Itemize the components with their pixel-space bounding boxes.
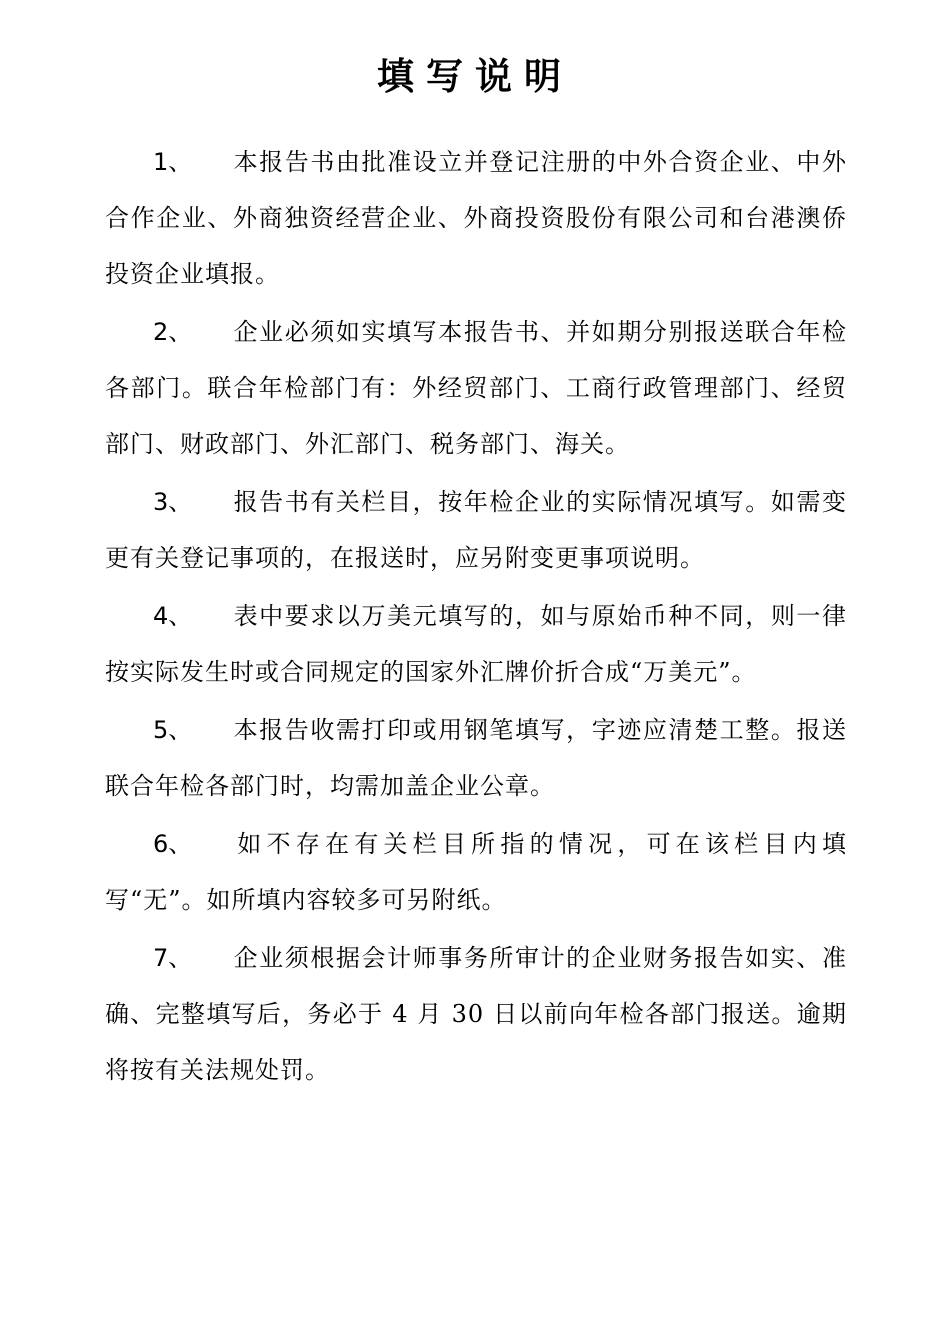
item-number: 1、: [153, 148, 193, 176]
item-number: 6、: [153, 830, 193, 858]
item-text: 企业必须如实填写本报告书、并如期分别报送联合年检各部门。联合年检部门有：外经贸部门、工商行政管理部门、经贸部门、财政部门、外汇部门、税务部门、海关。: [105, 318, 847, 458]
instruction-item-4: [105, 588, 847, 700]
item-text: 本报告书由批准设立并登记注册的中外合资企业、中外合作企业、外商独资经营企业、外商投资股份有限公司和台港澳侨投资企业填报。: [105, 148, 847, 288]
item-text: 如不存在有关栏目所指的情况，可在该栏目内填写“无”。如所填内容较多可另附纸。: [105, 830, 847, 914]
item-number: 4、: [153, 602, 193, 630]
item-number: 2、: [153, 318, 193, 346]
instruction-item-1: [105, 134, 847, 302]
item-text: 本报告收需打印或用钢笔填写，字迹应清楚工整。报送联合年检各部门时，均需加盖企业公章。: [105, 716, 847, 800]
page-title: 填写说明: [377, 55, 573, 98]
instruction-list: [105, 134, 847, 1100]
item-text: 报告书有关栏目，按年检企业的实际情况填写。如需变更有关登记事项的，在报送时，应另附变更事项说明。: [105, 488, 847, 572]
item-text: 企业须根据会计师事务所审计的企业财务报告如实、准确、完整填写后，务必于 4 月 30 日以前向年检各部门报送。逾期将按有关法规处罚。: [105, 944, 847, 1084]
item-number: 7、: [153, 944, 193, 972]
instruction-item-5: [105, 702, 847, 814]
item-number: 5、: [153, 716, 193, 744]
instruction-item-7: [105, 930, 847, 1098]
instruction-item-2: [105, 304, 847, 472]
instruction-item-6: [105, 816, 847, 928]
item-number: 3、: [153, 488, 193, 516]
instruction-item-3: [105, 474, 847, 586]
item-text: 表中要求以万美元填写的，如与原始币种不同，则一律按实际发生时或合同规定的国家外汇牌价折合成“万美元”。: [105, 602, 847, 686]
